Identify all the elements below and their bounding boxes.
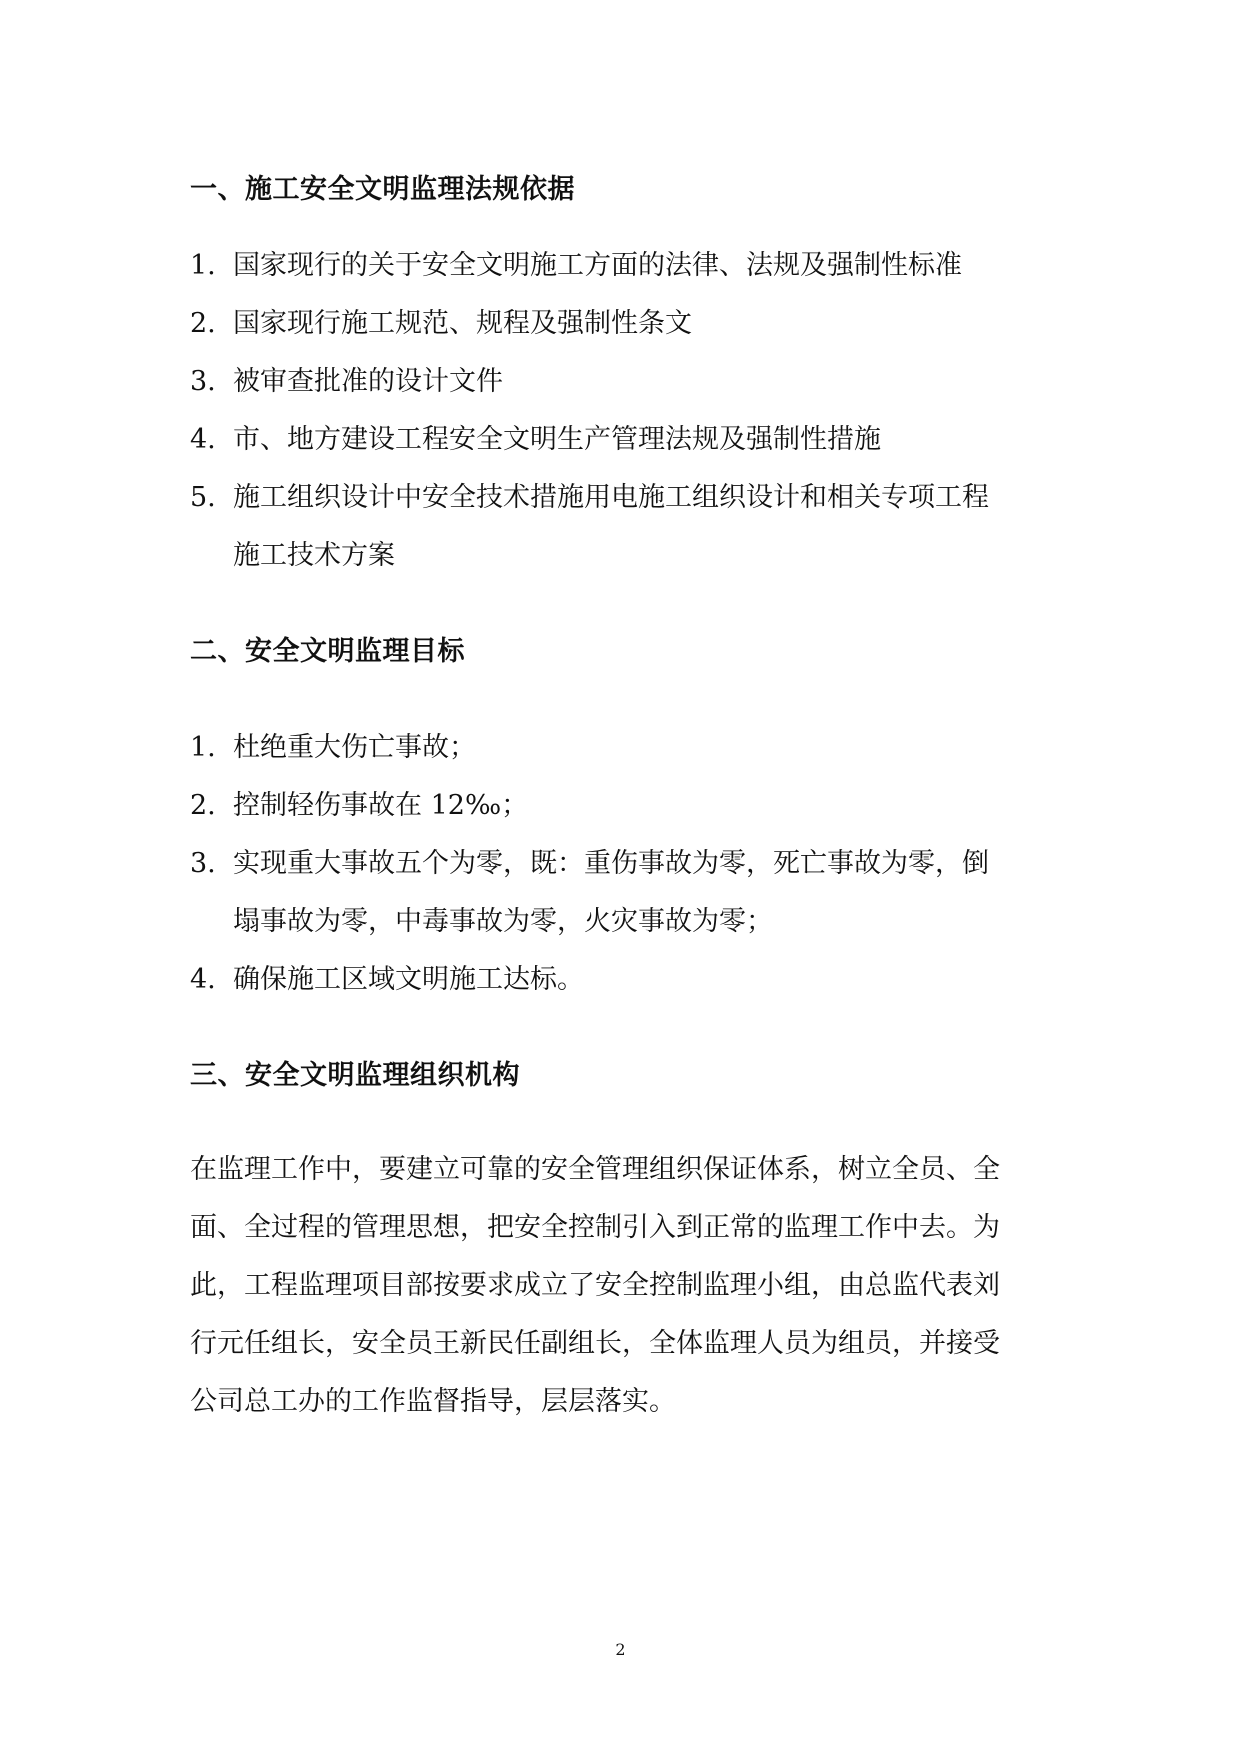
section-heading-3: 三、安全文明监理组织机构 — [190, 1060, 520, 1091]
paragraph-line: 在监理工作中，要建立可靠的安全管理组织保证体系，树立全员、全 — [190, 1154, 1000, 1185]
paragraph-line: 行元任组长，安全员王新民任副组长，全体监理人员为组员，并接受 — [190, 1328, 1000, 1359]
paragraph-line: 此，工程监理项目部按要求成立了安全控制监理小组，由总监代表刘 — [190, 1270, 1000, 1301]
list-item-number: 3. — [190, 366, 216, 397]
list-item-continuation: 施工技术方案 — [233, 540, 395, 571]
list-item — [190, 304, 692, 344]
section-heading-1: 一、施工安全文明监理法规依据 — [190, 174, 575, 205]
list-item-text: 被审查批准的设计文件 — [233, 366, 503, 397]
list-item-text: 确保施工区域文明施工达标。 — [233, 964, 584, 995]
list-item-continuation: 塌事故为零，中毒事故为零，火灾事故为零； — [233, 906, 773, 937]
list-item-number: 4. — [190, 964, 216, 995]
list-item-number: 1. — [190, 250, 216, 281]
list-item-text: 施工组织设计中安全技术措施用电施工组织设计和相关专项工程 — [233, 482, 989, 513]
list-item-text: 控制轻伤事故在 12‰； — [233, 790, 529, 821]
list-item — [190, 728, 476, 768]
list-item-text: 杜绝重大伤亡事故； — [233, 732, 476, 763]
list-item — [190, 844, 989, 884]
list-item-text: 国家现行的关于安全文明施工方面的法律、法规及强制性标准 — [233, 250, 962, 281]
list-item-number: 1. — [190, 732, 216, 763]
list-item — [190, 478, 989, 518]
list-item-number: 5. — [190, 482, 216, 513]
list-item-text: 国家现行施工规范、规程及强制性条文 — [233, 308, 692, 339]
paragraph-line: 公司总工办的工作监督指导，层层落实。 — [190, 1386, 676, 1417]
list-item-number: 2. — [190, 308, 216, 339]
list-item-number: 4. — [190, 424, 216, 455]
list-item — [190, 362, 503, 402]
list-item — [190, 246, 962, 286]
list-item — [190, 960, 584, 1000]
list-item — [190, 420, 881, 460]
paragraph-line: 面、全过程的管理思想，把安全控制引入到正常的监理工作中去。为 — [190, 1212, 1000, 1243]
page-number: 2 — [615, 1640, 626, 1659]
list-item-number: 3. — [190, 848, 216, 879]
list-item-number: 2. — [190, 790, 216, 821]
section-heading-2: 二、安全文明监理目标 — [190, 636, 465, 667]
list-item — [190, 786, 528, 826]
list-item-text: 市、地方建设工程安全文明生产管理法规及强制性措施 — [233, 424, 881, 455]
list-item-text: 实现重大事故五个为零，既：重伤事故为零，死亡事故为零，倒 — [233, 848, 989, 879]
